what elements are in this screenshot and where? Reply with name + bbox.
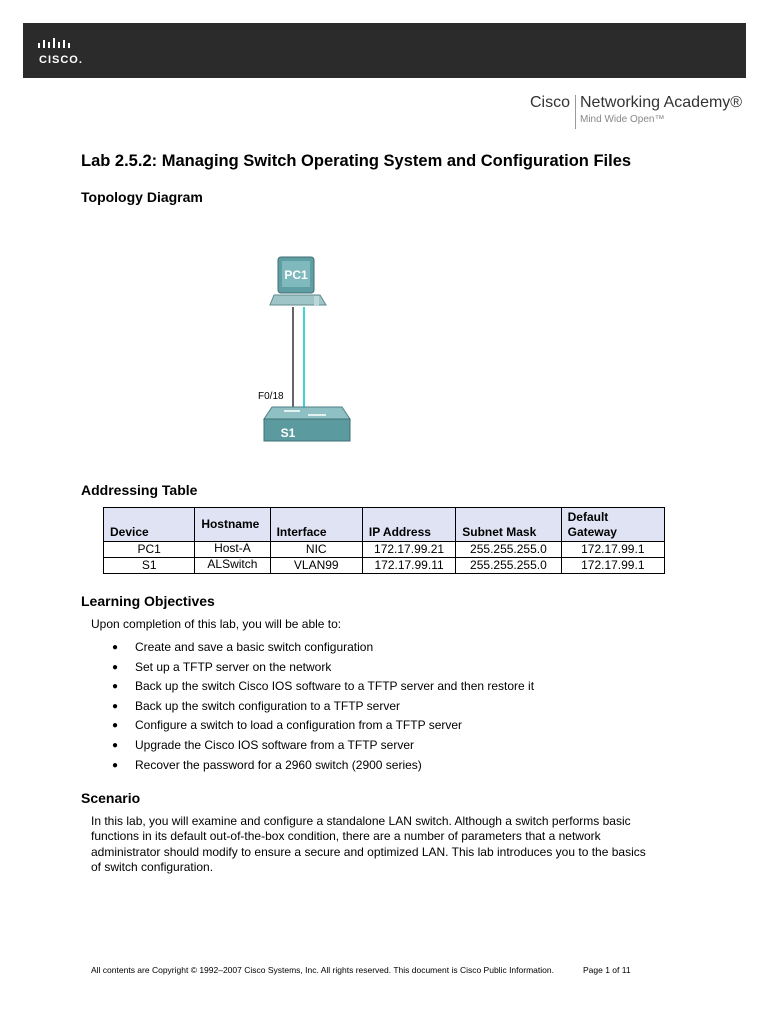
column-header: IP Address: [362, 508, 455, 542]
list-item-text: Set up a TFTP server on the network: [135, 659, 332, 674]
list-item: [110, 697, 534, 717]
page-title: Lab 2.5.2: Managing Switch Operating System and Configuration Files: [81, 152, 632, 170]
scenario-paragraph: [91, 814, 691, 875]
table-cell: Host-A: [195, 542, 270, 558]
objectives-intro: Upon completion of this lab, you will be able to:: [91, 617, 342, 631]
page-footer: [91, 965, 631, 975]
cisco-wordmark: CISCO.: [39, 54, 83, 66]
bullet-icon: ●: [112, 642, 119, 653]
academy-brand: Cisco: [530, 94, 571, 111]
objectives-heading: Learning Objectives: [81, 593, 215, 609]
bullet-icon: ●: [112, 739, 119, 751]
page-number: Page 1 of 11: [583, 965, 631, 975]
switch-label: S1: [280, 426, 296, 440]
copyright-text: All contents are Copyright © 1992–2007 Cisco Systems, Inc. All rights reserved. This document is Cisco Public Information.: [91, 965, 554, 975]
list-item-text: Back up the switch configuration to a TFTP server: [135, 698, 401, 713]
pc-label: PC1: [284, 268, 308, 282]
table-header-row: [104, 508, 665, 542]
table-cell: NIC: [270, 542, 362, 558]
column-header: Interface: [270, 508, 362, 542]
topology-heading: Topology Diagram: [81, 189, 203, 205]
column-header: Subnet Mask: [456, 508, 561, 542]
list-item: [110, 658, 534, 678]
list-item: [110, 677, 534, 697]
table-cell: 255.255.255.0: [456, 558, 561, 574]
table-cell: VLAN99: [270, 558, 362, 574]
port-label: F0/18: [258, 391, 284, 402]
table-row: [104, 558, 665, 574]
list-item: [110, 756, 534, 776]
list-item: [110, 736, 534, 756]
switch-icon: [264, 407, 350, 441]
table-cell: S1: [104, 558, 195, 574]
table-cell: 172.17.99.11: [362, 558, 455, 574]
list-item-text: Create and save a basic switch configuration: [135, 640, 374, 654]
table-cell: ALSwitch: [195, 558, 270, 574]
list-item-text: Back up the switch Cisco IOS software to a TFTP server and then restore it: [135, 679, 535, 694]
academy-tagline: Mind Wide Open™: [580, 114, 665, 125]
list-item-text: Upgrade the Cisco IOS software from a TFTP server: [135, 737, 414, 752]
list-item-text: Recover the password for a 2960 switch (2900 series): [135, 757, 422, 772]
list-item: [110, 638, 534, 658]
column-header: Default Gateway: [561, 508, 664, 542]
column-header: Hostname: [195, 508, 270, 542]
column-header: Device: [104, 508, 195, 542]
scenario-line: administrator should modify to ensure a secure and optimized LAN. This lab introduces you to the basics: [91, 844, 646, 859]
bullet-icon: ●: [112, 661, 119, 673]
scenario-heading: Scenario: [81, 790, 141, 806]
header-bar: [23, 23, 746, 78]
table-cell: 172.17.99.21: [362, 542, 455, 558]
scenario-line: of switch configuration.: [91, 859, 214, 874]
bullet-icon: ●: [112, 759, 119, 771]
scenario-line: functions in its default out-of-the-box condition, there are a number of parameters that a network: [91, 829, 601, 844]
table-cell: 172.17.99.1: [561, 542, 664, 558]
bullet-icon: ●: [112, 681, 119, 693]
bullet-icon: ●: [112, 700, 119, 712]
addressing-heading: Addressing Table: [81, 482, 198, 498]
scenario-line: In this lab, you will examine and configure a standalone LAN switch. Although a switch performs basic: [91, 814, 631, 828]
table-cell: 255.255.255.0: [456, 542, 561, 558]
table-cell: 172.17.99.1: [561, 558, 664, 574]
list-item: [110, 716, 534, 736]
table-row: [104, 542, 665, 558]
cisco-bridge-logo-icon: [37, 37, 87, 51]
bullet-icon: ●: [112, 720, 119, 732]
topology-diagram: [250, 255, 410, 455]
academy-logo: [530, 94, 750, 130]
academy-divider: [575, 95, 576, 129]
list-item-text: Configure a switch to load a configuration from a TFTP server: [135, 718, 463, 733]
addressing-table: [103, 507, 665, 574]
academy-name: Networking Academy®: [580, 94, 743, 111]
table-cell: PC1: [104, 542, 195, 558]
objectives-list: [110, 638, 534, 775]
